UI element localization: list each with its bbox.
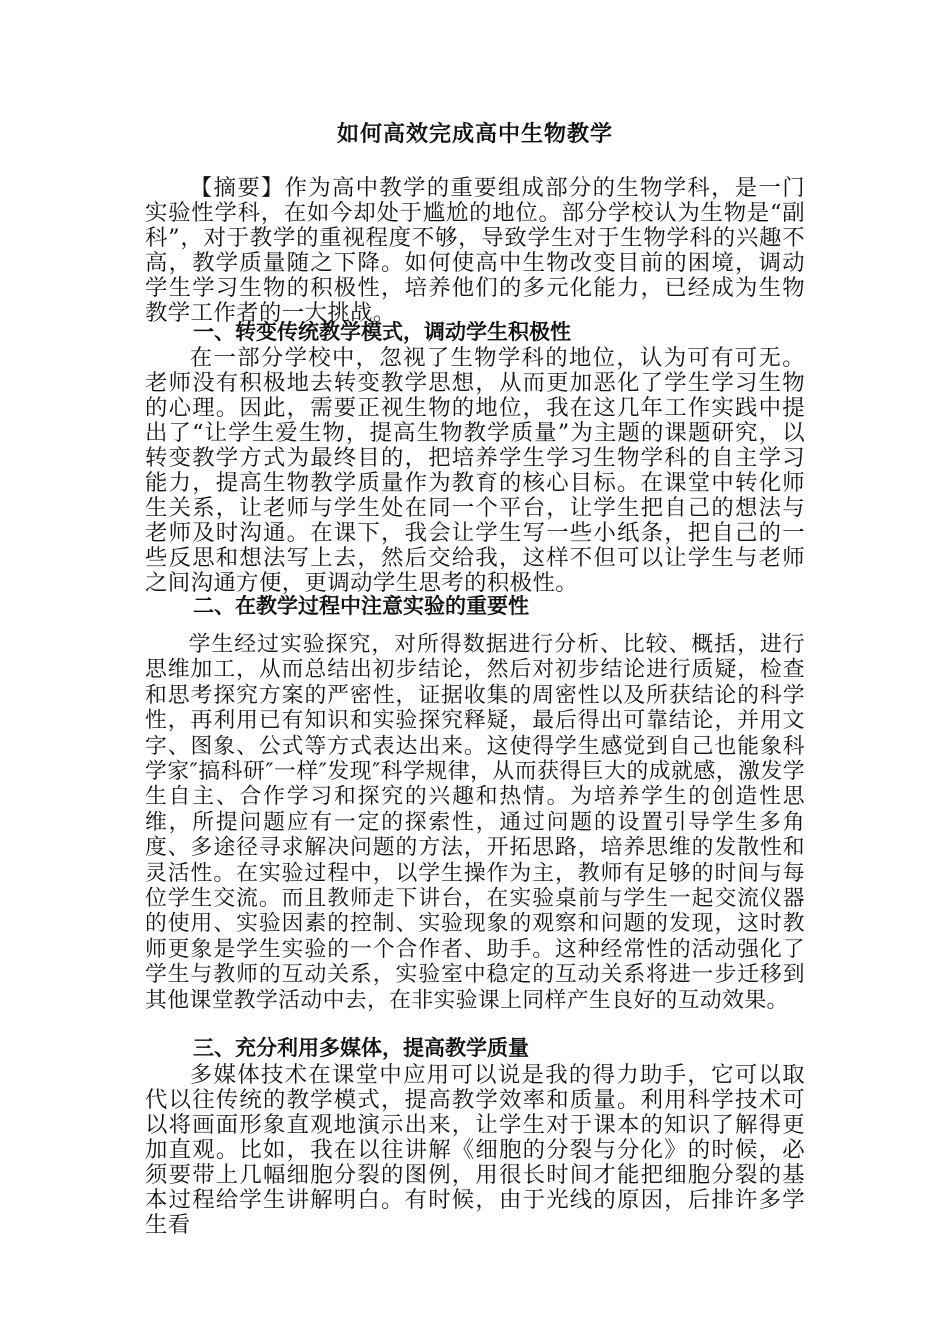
document-title: 如何高效完成高中生物教学	[336, 122, 613, 147]
section-body-2: 学生经过实验探究，对所得数据进行分析、比较、概括，进行思维加工，从而总结出初步结论，然后对初步结论进行质疑，检查和思考探究方案的严密性，证据收集的周密性以及所获结论的科学性，再利用已有知识和实验探究释疑，最后得出可靠结论，并用文字、图象、公式等方式表达出来。这使得学生感觉到自己也能象科学家″搞科研″一样″发现″科学规律，从而获得巨大的成就感，激发学生自主、合作学习和探究的兴趣和热情。为培养学生的创造性思维，所提问题应有一定的探索性，通过问题的设置引导学生多角度、多途径寻求解决问题的方法，开拓思路，培养思维的发散性和灵活性。在实验过程中，以学生操作为主，教师有足够的时间与每位学生交流。而且教师走下讲台，在实验桌前与学生一起交流仪器的使用、实验因素的控制、实验现象的观察和问题的发现，这时教师更象是学生实验的一个合作者、助手。这种经常性的活动强化了学生与教师的互动关系，实验室中稳定的互动关系将进一步迁移到其他课堂教学活动中去，在非实验课上同样产生良好的互动效果。	[145, 632, 805, 1013]
section-body-3: 多媒体技术在课堂中应用可以说是我的得力助手，它可以取代以往传统的教学模式，提高教学效率和质量。利用科学技术可以将画面形象直观地演示出来，让学生对于课本的知识了解得更加直观。比如，我在以往讲解《细胞的分裂与分化》的时候，必须要带上几幅细胞分裂的图例，用很长时间才能把细胞分裂的基本过程给学生讲解明白。有时候，由于光线的原因，后排许多学生看	[145, 1062, 805, 1238]
section-body-1: 在一部分学校中，忽视了生物学科的地位，认为可有可无。老师没有积极地去转变教学思想，从而更加恶化了学生学习生物的心理。因此，需要正视生物的地位，我在这几年工作实践中提出了“让学生爱生物，提高生物教学质量”为主题的课题研究，以转变教学方式为最终目的，把培养学生学习生物学科的自主学习能力，提高生物教学质量作为教育的核心目标。在课堂中转化师生关系，让老师与学生处在同一个平台，让学生把自己的想法与老师及时沟通。在课下，我会让学生写一些小纸条，把自己的一些反思和想法写上去，然后交给我，这样不但可以让学生与老师之间沟通方便，更调动学生思考的积极性。	[145, 345, 805, 596]
abstract-paragraph: 【摘要】作为高中教学的重要组成部分的生物学科，是一门实验性学科，在如今却处于尴尬的地位。部分学校认为生物是“副科”，对于教学的重视程度不够，导致学生对于生物学科的兴趣不高，教学质量随之下降。如何使高中生物改变目前的困境，调动学生学习生物的积极性，培养他们的多元化能力，已经成为生物教学工作者的一大挑战。	[145, 175, 805, 326]
section-heading-2: 二、在教学过程中注意实验的重要性	[193, 594, 529, 618]
section-heading-1: 一、转变传统教学模式，调动学生积极性	[193, 320, 571, 344]
section-heading-3: 三、充分利用多媒体，提高教学质量	[193, 1036, 529, 1060]
